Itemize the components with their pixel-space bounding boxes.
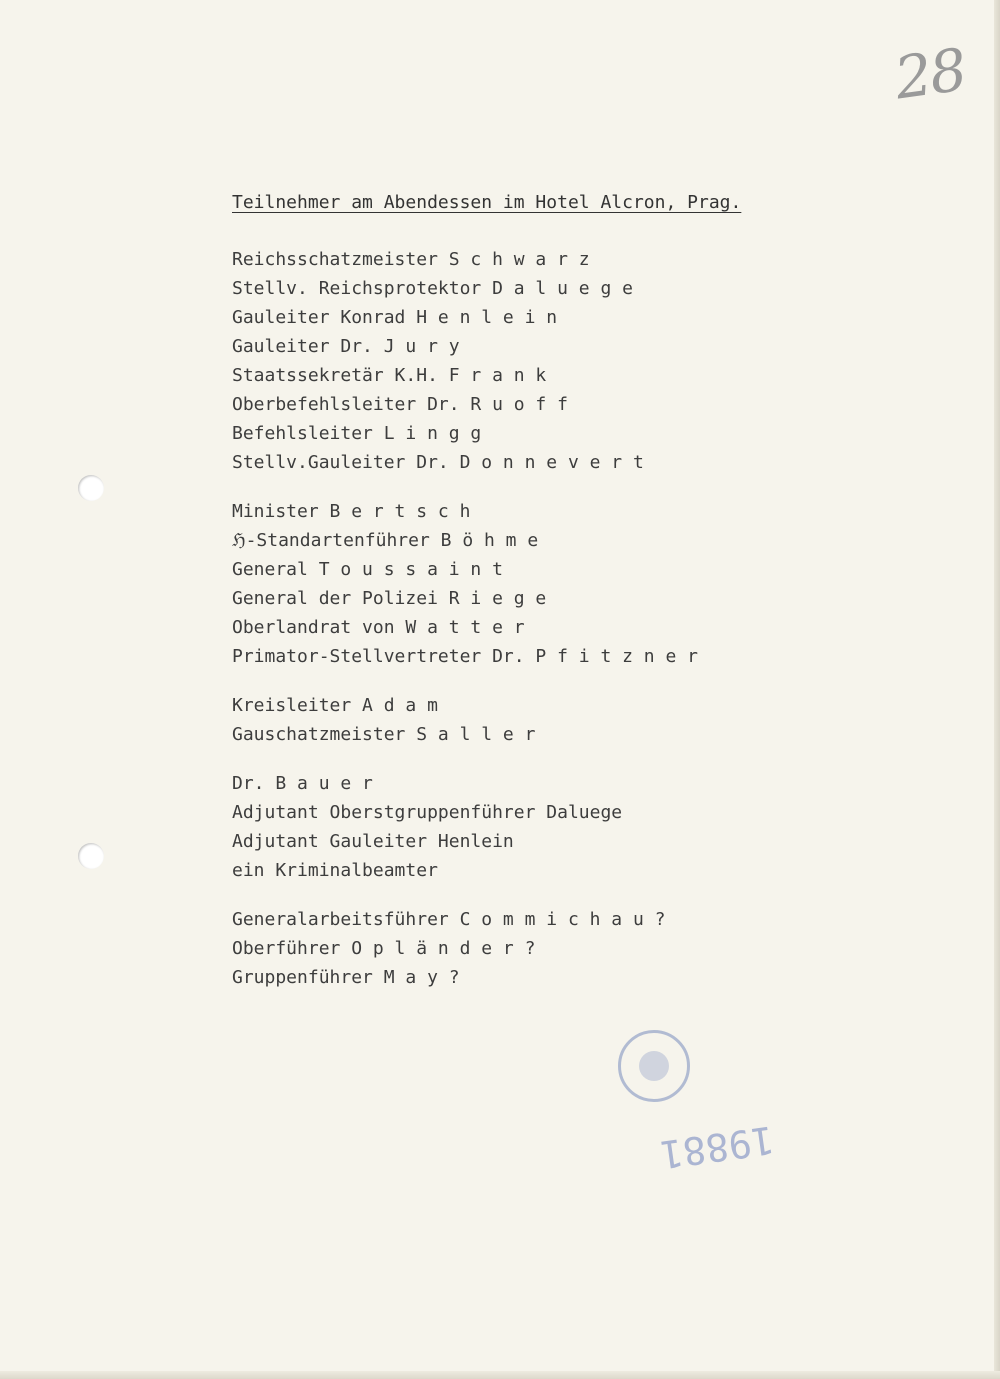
guest-line: Gauleiter Konrad H e n l e i n <box>232 307 558 328</box>
punch-hole-bottom <box>78 843 104 869</box>
handwritten-page-number: 28 <box>890 35 970 113</box>
guest-group-3 <box>232 691 972 749</box>
guest-line: Adjutant Gauleiter Henlein <box>232 831 514 852</box>
guest-line: Oberführer O p l ä n d e r ? <box>232 938 536 959</box>
guest-line: Kreisleiter A d a m <box>232 695 438 716</box>
guest-line: General der Polizei R i e g e <box>232 588 547 609</box>
guest-line: ℌ-Standartenführer B ö h m e <box>232 530 539 551</box>
guest-line: Gauschatzmeister S a l l e r <box>232 724 536 745</box>
guest-line: Befehlsleiter L i n g g <box>232 423 482 444</box>
document-content <box>232 188 972 1012</box>
guest-line: Oberbefehlsleiter Dr. R u o f f <box>232 394 568 415</box>
guest-line: Primator-Stellvertreter Dr. P f i t z n e r <box>232 646 698 667</box>
guest-line: Stellv. Reichsprotektor D a l u e g e <box>232 278 633 299</box>
guest-line: Generalarbeitsführer C o m m i c h a u ? <box>232 909 666 930</box>
punch-hole-top <box>78 475 104 501</box>
guest-line: ein Kriminalbeamter <box>232 860 438 881</box>
guest-line: Minister B e r t s c h <box>232 501 471 522</box>
guest-group-5 <box>232 905 972 992</box>
guest-line: Reichsschatzmeister S c h w a r z <box>232 249 590 270</box>
guest-line: Oberlandrat von W a t t e r <box>232 617 525 638</box>
guest-line: Stellv.Gauleiter Dr. D o n n e v e r t <box>232 452 644 473</box>
document-title: Teilnehmer am Abendessen im Hotel Alcron, Prag. <box>232 192 742 213</box>
guest-line: Adjutant Oberstgruppenführer Daluege <box>232 802 623 823</box>
archive-number: 19881 <box>657 1117 777 1177</box>
paper-edge-right <box>994 0 1000 1379</box>
guest-line: Gruppenführer M a y ? <box>232 967 460 988</box>
guest-group-4 <box>232 769 972 885</box>
guest-group-2 <box>232 497 972 671</box>
paper-edge-bottom <box>0 1371 1000 1379</box>
stamp-emblem-icon <box>639 1051 669 1081</box>
guest-line: Gauleiter Dr. J u r y <box>232 336 460 357</box>
guest-line: Dr. B a u e r <box>232 773 373 794</box>
guest-line: Staatssekretär K.H. F r a n k <box>232 365 547 386</box>
archive-stamp <box>618 1030 690 1102</box>
guest-group-1 <box>232 245 972 477</box>
guest-line: General T o u s s a i n t <box>232 559 503 580</box>
